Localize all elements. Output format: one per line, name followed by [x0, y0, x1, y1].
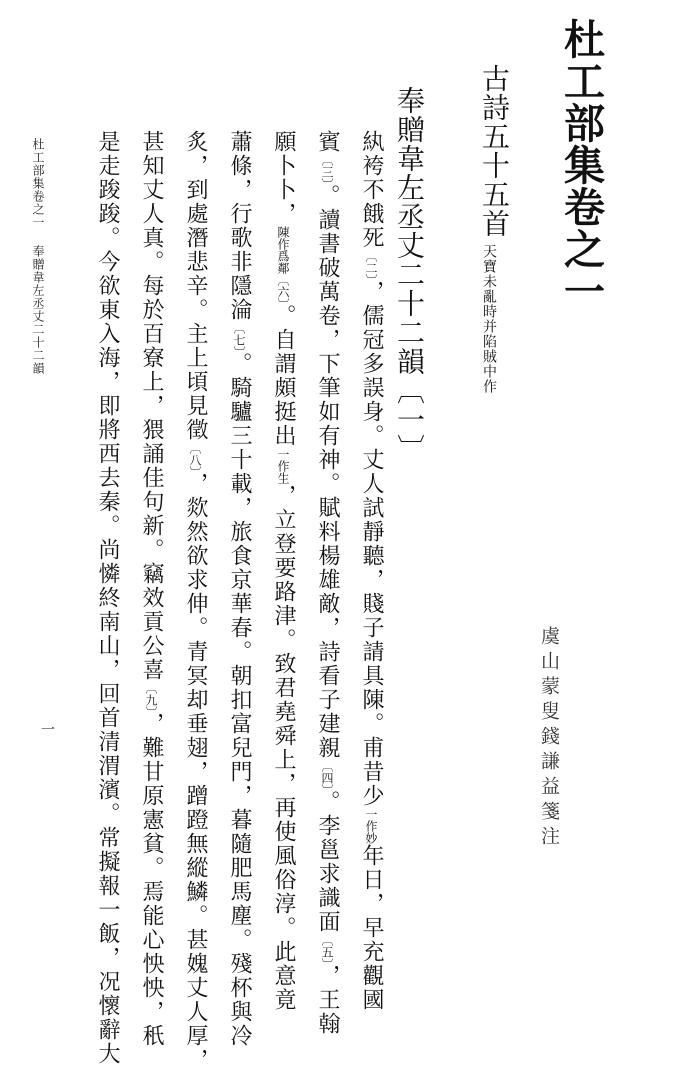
text-segment: 。自謂頗挺出 [271, 304, 296, 448]
text-segment: 。讀書破萬卷，下筆如有神。賦料楊雄敵，詩看子建親 [315, 184, 340, 760]
text-segment: 蕭條，行歌非隱淪 [227, 130, 252, 322]
text-column [140, 130, 162, 1048]
annotation-note: 〔九〕 [144, 682, 158, 712]
annotation-note: 〔六〕 [276, 274, 290, 304]
text-segment: 賓 [315, 130, 340, 154]
margin-header [32, 138, 44, 375]
text-column [184, 130, 206, 1072]
page-number: 一 [39, 722, 55, 736]
text-segment: ，難甘原憲貧。焉能心怏怏，秖 [139, 712, 164, 1048]
text-segment: 炙，到處潛悲辛。主上頃見徵 [183, 130, 208, 442]
text-segment: 是走踆踆。今欲東入海，即將西去秦。尚憐終南山，回首清渭濱。常擬報一飯，况懷辭大 [95, 130, 120, 1066]
text-segment: 願卜卜， [271, 130, 296, 226]
text-segment: 甚知丈人真。每於百寮上，猥誦佳句新。竊效貢公喜 [139, 130, 164, 682]
text-column [360, 130, 382, 1012]
text-segment: 紈袴不餓死 [359, 130, 384, 250]
text-segment: ，立登要路津。致君堯舜上，再使風俗淳。此意竟 [271, 484, 296, 1012]
annotation-note: 〔三〕 [320, 154, 334, 184]
margin-poem-title: 奉贈韋左丞丈二十二韻 [31, 245, 45, 375]
annotation-note: 一作生 [276, 448, 290, 484]
text-column [228, 130, 250, 1048]
poem-title: 奉贈韋左丞丈二十二韻〔一〕 [393, 86, 426, 463]
annotation-note: 陳作爲鄰 [276, 226, 290, 274]
text-column [272, 130, 294, 1012]
annotation-note: 〔五〕 [320, 934, 334, 964]
text-column [96, 130, 118, 1066]
section-note: 天寶未亂時并陷賊中作 [481, 244, 497, 394]
text-segment: 。李邕求識面 [315, 790, 340, 934]
annotation-note: 〔七〕 [232, 322, 246, 352]
text-segment: 年日，早充觀國 [359, 844, 384, 1012]
annotation-note: 〔二〕 [364, 250, 378, 280]
text-segment: ，欻然欲求伸。青冥却垂翅，蹭蹬無縱鱗。甚媿丈人厚， [183, 472, 208, 1072]
section-title: 古詩五十五首 [478, 64, 511, 238]
margin-book-title: 杜工部集卷之一 [31, 138, 45, 229]
text-segment: 。騎驢三十載，旅食京華春。朝扣富兒門，暮隨肥馬塵。殘杯與冷 [227, 352, 252, 1048]
book-title: 杜工部集卷之一 [557, 18, 605, 312]
text-column [316, 130, 338, 1036]
editor-credit: 虞山蒙叟錢謙益箋注 [538, 626, 560, 851]
text-segment: ，儒冠多誤身。丈人試靜聽，賤子請具陳。甫昔少 [359, 280, 384, 808]
annotation-note: 〔八〕 [188, 442, 202, 472]
annotation-note: 一作妙 [364, 808, 378, 844]
annotation-note: 〔四〕 [320, 760, 334, 790]
text-segment: ，王翰 [315, 964, 340, 1036]
